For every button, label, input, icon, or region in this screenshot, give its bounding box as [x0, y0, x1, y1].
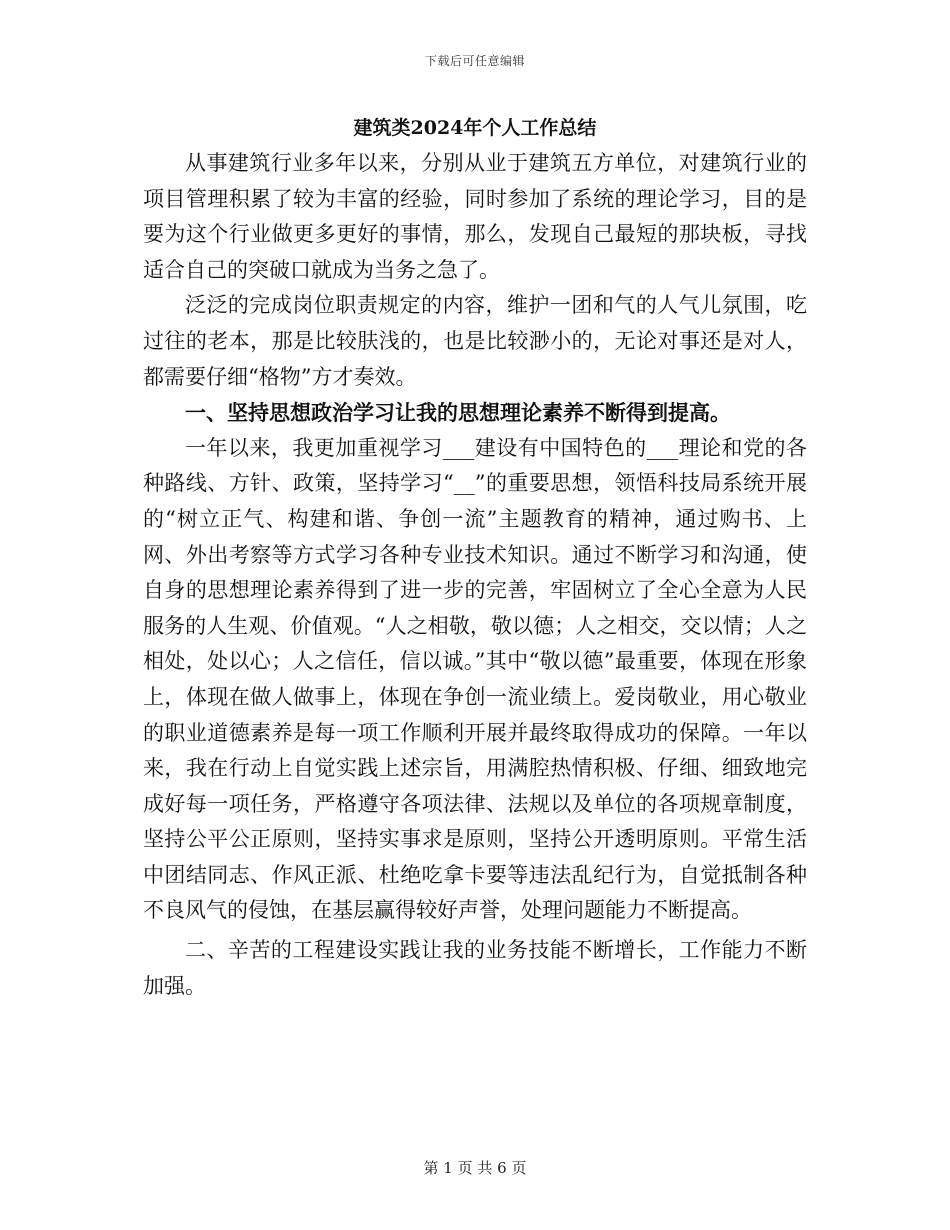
document-body	[143, 112, 807, 1004]
paragraph-intro: 从事建筑行业多年以来，分别从业于建筑五方单位，对建筑行业的项目管理积累了较为丰富的经验，同时参加了系统的理论学习，目的是要为这个行业做更多更好的事情，那么，发现自己最短的那块板，寻找适合自己的突破口就成为当务之急了。	[143, 151, 807, 282]
section-heading-1: 一、坚持思想政治学习让我的思想理论素养不断得到提高。	[185, 400, 731, 426]
header-note: 下载后可任意编辑	[424, 54, 525, 68]
document-title: 建筑类2024年个人工作总结	[353, 117, 597, 139]
section-heading-2: 二、辛苦的工程建设实践让我的业务技能不断增长，工作能力不断加强。	[143, 938, 807, 998]
page-number: 第 1 页 共 6 页	[423, 1159, 527, 1177]
paragraph-study: 一年以来，我更加重视学习___建设有中国特色的___理论和党的各种路线、方针、政策，坚持学习“__”的重要思想，领悟科技局系统开展的“树立正气、构建和谐、争创一流”主题教育的精神，通过购书、上网、外出考察等方式学习各种专业技术知识。通过不断学习和沟通，使自身的思想理论素养得到了进一步的完善，牢固树立了全心全意为人民服务的人生观、价值观。“人之相敬，敬以德；人之相交，交以情；人之相处，处以心；人之信任，信以诚。”其中“敬以德”最重要，体现在形象上，体现在做人做事上，体现在争创一流业绩上。爱岗敬业，用心敬业的职业道德素养是每一项工作顺利开展并最终取得成功的保障。一年以来，我在行动上自觉实践上述宗旨，用满腔热情积极、仔细、细致地完成好每一项任务，严格遵守各项法律、法规以及单位的各项规章制度，坚持公平公正原则，坚持实事求是原则，坚持公开透明原则。平常生活中团结同志、作风正派、杜绝吃拿卡要等违法乱纪行为，自觉抵制各种不良风气的侵蚀，在基层赢得较好声誉，处理问题能力不断提高。	[143, 435, 807, 923]
paragraph-duty: 泛泛的完成岗位职责规定的内容，维护一团和气的人气儿氛围，吃过往的老本，那是比较肤浅的，也是比较渺小的，无论对事还是对人，都需要仔细“格物”方才奏效。	[143, 293, 807, 389]
